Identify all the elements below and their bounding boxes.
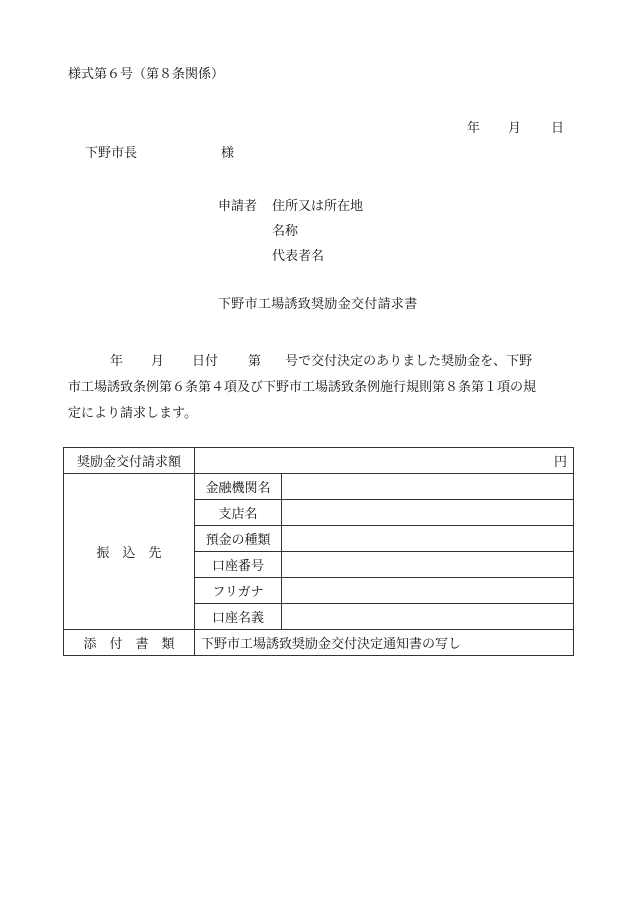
document-title: 下野市工場誘致奨励金交付請求書 (218, 297, 418, 312)
furigana-field[interactable] (282, 578, 574, 604)
attachments-row (64, 630, 574, 656)
account-holder-field[interactable] (282, 604, 574, 630)
amount-unit: 円 (554, 455, 568, 470)
request-form-table (63, 447, 574, 656)
applicant-label: 申請者 (218, 199, 258, 214)
name-label: 名称 (272, 224, 299, 239)
account-holder-label: 口座名義 (195, 604, 282, 630)
amount-label: 奨励金交付請求額 (64, 448, 195, 474)
body-paragraph (68, 349, 573, 427)
transfer-row (64, 474, 574, 500)
body-line-3: 定により請求します。 (68, 406, 197, 421)
body-dai: 第 (248, 354, 262, 369)
bank-name-label: 金融機関名 (195, 474, 282, 500)
account-type-label: 預金の種類 (195, 526, 282, 552)
body-line-1-rest: 号で交付決定のありました奨励金を、下野 (285, 354, 533, 369)
date-day-label: 日 (551, 121, 565, 136)
amount-row (64, 448, 574, 474)
attachments-label: 添 付 書 類 (64, 630, 195, 656)
body-day-dated: 日付 (192, 354, 219, 369)
body-year: 年 (110, 354, 124, 369)
date-year-label: 年 (467, 121, 481, 136)
representative-label: 代表者名 (272, 249, 325, 264)
amount-field[interactable] (195, 448, 574, 474)
transfer-label: 振 込 先 (64, 474, 195, 630)
body-month: 月 (151, 354, 165, 369)
body-line-2: 市工場誘致条例第６条第４項及び下野市工場誘致条例施行規則第８条第１項の規 (68, 380, 537, 395)
attachments-value: 下野市工場誘致奨励金交付決定通知書の写し (195, 630, 574, 656)
account-type-field[interactable] (282, 526, 574, 552)
date-month-label: 月 (508, 121, 522, 136)
branch-name-label: 支店名 (195, 500, 282, 526)
furigana-label: フリガナ (195, 578, 282, 604)
addressee: 下野市長 (85, 146, 138, 161)
body-line-1 (68, 349, 573, 375)
bank-name-field[interactable] (282, 474, 574, 500)
address-label: 住所又は所在地 (272, 199, 364, 214)
form-number: 様式第６号（第８条関係） (68, 67, 225, 82)
honorific: 様 (221, 146, 235, 161)
account-number-label: 口座番号 (195, 552, 282, 578)
branch-name-field[interactable] (282, 500, 574, 526)
account-number-field[interactable] (282, 552, 574, 578)
